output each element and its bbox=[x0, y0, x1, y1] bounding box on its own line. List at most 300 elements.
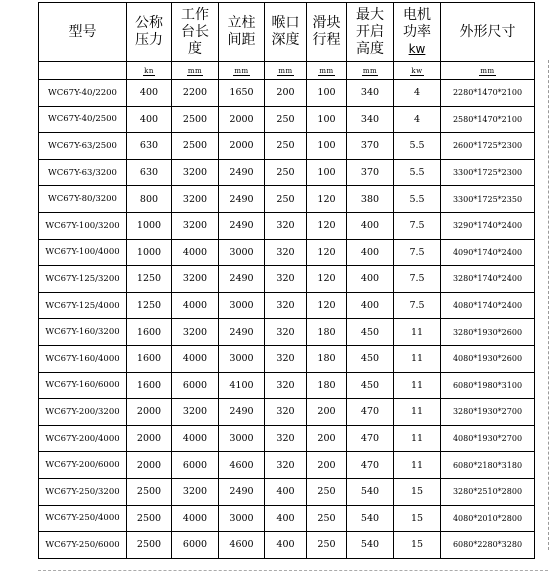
header-max-open-height bbox=[347, 3, 394, 62]
cell-text: 200 bbox=[317, 433, 336, 445]
cell-text: 400 bbox=[276, 512, 295, 524]
cell-text: 11 bbox=[410, 406, 424, 418]
cell-text: 100 bbox=[317, 87, 336, 99]
header-motor-power bbox=[394, 3, 441, 62]
header-text: 喉口 bbox=[271, 15, 300, 31]
cell-text: 7.5 bbox=[409, 246, 425, 258]
cell-max-open-height bbox=[347, 133, 394, 160]
table-row bbox=[39, 212, 535, 239]
header-text: 间距 bbox=[227, 32, 256, 48]
table-row bbox=[39, 266, 535, 293]
cell-text: 3200 bbox=[182, 193, 208, 205]
cell-text: 120 bbox=[317, 273, 336, 285]
cell-table-length bbox=[172, 478, 219, 505]
cell-text: 450 bbox=[360, 353, 380, 365]
cell-text: 7.5 bbox=[409, 300, 425, 312]
cell-text: 120 bbox=[317, 193, 336, 205]
unit-text: mm bbox=[319, 66, 334, 75]
cell-table-length bbox=[172, 452, 219, 479]
cell-text: 340 bbox=[360, 87, 380, 99]
cell-text: 5.5 bbox=[409, 167, 425, 179]
table-row bbox=[39, 478, 535, 505]
cell-text: 2000 bbox=[136, 433, 162, 445]
header-text: 功率 bbox=[403, 23, 431, 40]
cell-text: 3000 bbox=[229, 246, 254, 258]
cell-text: 320 bbox=[276, 220, 295, 232]
cell-text: 3200 bbox=[182, 486, 208, 498]
cell-nominal-pressure bbox=[127, 239, 172, 266]
header-text: 行程 bbox=[312, 32, 341, 48]
cell-nominal-pressure bbox=[127, 186, 172, 213]
unit-text: kn bbox=[144, 66, 154, 75]
cell-text: WC67Y-200/6000 bbox=[45, 460, 120, 471]
cell-text: 3000 bbox=[229, 512, 254, 524]
cell-model bbox=[39, 80, 127, 107]
table-row bbox=[39, 452, 535, 479]
page-margin-guide bbox=[548, 60, 549, 550]
cell-table-length bbox=[172, 372, 219, 399]
cell-text: 320 bbox=[276, 433, 295, 445]
unit-model bbox=[39, 62, 127, 80]
cell-text: WC67Y-160/4000 bbox=[45, 353, 120, 364]
cell-text: 6000 bbox=[182, 379, 208, 391]
cell-text: 320 bbox=[276, 273, 295, 285]
cell-throat-depth bbox=[265, 80, 307, 107]
cell-overall-dimensions bbox=[441, 159, 535, 186]
cell-table-length bbox=[172, 159, 219, 186]
cell-text: 380 bbox=[360, 193, 380, 205]
header-throat-depth bbox=[265, 3, 307, 62]
cell-text: 3000 bbox=[229, 433, 254, 445]
cell-text: 400 bbox=[360, 273, 380, 285]
cell-slide-stroke bbox=[307, 106, 347, 133]
cell-text: 2490 bbox=[229, 193, 254, 205]
cell-text: 540 bbox=[360, 512, 380, 524]
cell-text: 1600 bbox=[136, 326, 162, 338]
cell-slide-stroke bbox=[307, 345, 347, 372]
cell-max-open-height bbox=[347, 505, 394, 532]
cell-text: 5.5 bbox=[409, 193, 425, 205]
cell-slide-stroke bbox=[307, 372, 347, 399]
cell-overall-dimensions bbox=[441, 186, 535, 213]
cell-text: 470 bbox=[360, 433, 380, 445]
cell-text: 4080*2010*2800 bbox=[452, 513, 523, 523]
cell-slide-stroke bbox=[307, 266, 347, 293]
cell-model bbox=[39, 319, 127, 346]
cell-text: 400 bbox=[276, 486, 295, 498]
cell-text: 4100 bbox=[229, 379, 254, 391]
cell-model bbox=[39, 425, 127, 452]
header-text: 型号 bbox=[68, 23, 97, 40]
cell-text: 400 bbox=[139, 87, 159, 99]
cell-motor-power bbox=[394, 80, 441, 107]
unit-text: mm bbox=[234, 66, 249, 75]
cell-text: 4600 bbox=[229, 459, 254, 471]
cell-text: 370 bbox=[360, 140, 380, 152]
cell-nominal-pressure bbox=[127, 106, 172, 133]
cell-table-length bbox=[172, 292, 219, 319]
cell-table-length bbox=[172, 425, 219, 452]
cell-text: WC67Y-125/4000 bbox=[45, 300, 120, 311]
cell-text: 3200 bbox=[182, 273, 208, 285]
cell-column-distance bbox=[219, 425, 265, 452]
cell-table-length bbox=[172, 399, 219, 426]
cell-text: WC67Y-63/3200 bbox=[48, 167, 117, 178]
cell-text: 3290*1740*2400 bbox=[452, 221, 523, 231]
cell-nominal-pressure bbox=[127, 80, 172, 107]
cell-text: 450 bbox=[360, 379, 380, 391]
cell-text: 2000 bbox=[136, 406, 162, 418]
cell-text: 2500 bbox=[182, 113, 208, 125]
unit-text: mm bbox=[362, 66, 378, 75]
cell-text: 320 bbox=[276, 459, 295, 471]
table-row bbox=[39, 80, 535, 107]
cell-text: 120 bbox=[317, 220, 336, 232]
cell-overall-dimensions bbox=[441, 478, 535, 505]
cell-text: 7.5 bbox=[409, 273, 425, 285]
cell-motor-power bbox=[394, 292, 441, 319]
cell-throat-depth bbox=[265, 372, 307, 399]
cell-text: 180 bbox=[317, 326, 336, 338]
cell-text: 800 bbox=[139, 193, 159, 205]
unit-text bbox=[82, 67, 84, 75]
cell-text: 3280*1930*2700 bbox=[452, 407, 523, 417]
cell-text: WC67Y-100/4000 bbox=[45, 247, 120, 258]
cell-text: 400 bbox=[360, 300, 380, 312]
cell-motor-power bbox=[394, 266, 441, 293]
cell-text: 1250 bbox=[136, 273, 162, 285]
cell-nominal-pressure bbox=[127, 425, 172, 452]
cell-nominal-pressure bbox=[127, 159, 172, 186]
cell-text: 470 bbox=[360, 459, 380, 471]
cell-nominal-pressure bbox=[127, 319, 172, 346]
cell-overall-dimensions bbox=[441, 532, 535, 559]
cell-max-open-height bbox=[347, 186, 394, 213]
cell-text: 2490 bbox=[229, 326, 254, 338]
cell-text: 540 bbox=[360, 486, 380, 498]
header-text: 高度 bbox=[356, 40, 384, 57]
cell-text: 4 bbox=[413, 113, 421, 125]
cell-column-distance bbox=[219, 80, 265, 107]
header-text: 外形尺寸 bbox=[459, 23, 516, 40]
cell-text: 2500 bbox=[182, 140, 208, 152]
cell-motor-power bbox=[394, 106, 441, 133]
header-text: 工作 bbox=[181, 6, 209, 23]
cell-text: 250 bbox=[317, 539, 336, 551]
cell-nominal-pressure bbox=[127, 399, 172, 426]
cell-text: 320 bbox=[276, 406, 295, 418]
cell-slide-stroke bbox=[307, 399, 347, 426]
cell-text: 2000 bbox=[136, 459, 162, 471]
cell-slide-stroke bbox=[307, 319, 347, 346]
table-row bbox=[39, 399, 535, 426]
cell-max-open-height bbox=[347, 345, 394, 372]
cell-text: 1650 bbox=[229, 87, 254, 99]
header-column-distance bbox=[219, 3, 265, 62]
table-row bbox=[39, 239, 535, 266]
cell-model bbox=[39, 345, 127, 372]
cell-model bbox=[39, 266, 127, 293]
cell-text: 15 bbox=[410, 539, 424, 551]
cell-text: 320 bbox=[276, 326, 295, 338]
cell-nominal-pressure bbox=[127, 133, 172, 160]
cell-motor-power bbox=[394, 452, 441, 479]
cell-text: 400 bbox=[139, 113, 159, 125]
cell-text: 11 bbox=[410, 326, 424, 338]
header-nominal-pressure bbox=[127, 3, 172, 62]
cell-throat-depth bbox=[265, 159, 307, 186]
cell-text: WC67Y-100/3200 bbox=[45, 220, 120, 231]
cell-model bbox=[39, 186, 127, 213]
cell-text: 4 bbox=[413, 87, 421, 99]
cell-text: 4080*1930*2600 bbox=[452, 354, 523, 364]
cell-throat-depth bbox=[265, 186, 307, 213]
cell-motor-power bbox=[394, 159, 441, 186]
cell-text: 11 bbox=[410, 353, 424, 365]
cell-text: 450 bbox=[360, 326, 380, 338]
cell-motor-power bbox=[394, 212, 441, 239]
cell-overall-dimensions bbox=[441, 505, 535, 532]
cell-throat-depth bbox=[265, 452, 307, 479]
press-brake-spec-table bbox=[38, 2, 535, 559]
cell-text: 320 bbox=[276, 300, 295, 312]
cell-overall-dimensions bbox=[441, 319, 535, 346]
cell-motor-power bbox=[394, 239, 441, 266]
cell-column-distance bbox=[219, 266, 265, 293]
cell-throat-depth bbox=[265, 106, 307, 133]
cell-nominal-pressure bbox=[127, 372, 172, 399]
cell-table-length bbox=[172, 532, 219, 559]
cell-text: 250 bbox=[276, 167, 295, 179]
header-text: 电机 bbox=[403, 6, 431, 23]
cell-slide-stroke bbox=[307, 239, 347, 266]
cell-model bbox=[39, 212, 127, 239]
cell-text: 2490 bbox=[229, 273, 254, 285]
cell-max-open-height bbox=[347, 478, 394, 505]
header-table-length bbox=[172, 3, 219, 62]
cell-motor-power bbox=[394, 478, 441, 505]
header-text: 最大 bbox=[356, 6, 384, 23]
cell-text: 250 bbox=[317, 512, 336, 524]
cell-table-length bbox=[172, 186, 219, 213]
cell-text: 180 bbox=[317, 353, 336, 365]
cell-max-open-height bbox=[347, 266, 394, 293]
cell-text: 320 bbox=[276, 246, 295, 258]
cell-slide-stroke bbox=[307, 159, 347, 186]
cell-text: 1250 bbox=[136, 300, 162, 312]
cell-throat-depth bbox=[265, 399, 307, 426]
cell-model bbox=[39, 505, 127, 532]
cell-text: 4000 bbox=[182, 433, 208, 445]
cell-text: 2000 bbox=[229, 113, 254, 125]
cell-column-distance bbox=[219, 186, 265, 213]
cell-model bbox=[39, 478, 127, 505]
header-text: 立柱 bbox=[227, 15, 256, 31]
cell-model bbox=[39, 452, 127, 479]
cell-text: 2490 bbox=[229, 220, 254, 232]
cell-text: 4080*1740*2400 bbox=[452, 301, 523, 311]
cell-text: 2280*1470*2100 bbox=[452, 88, 523, 98]
cell-motor-power bbox=[394, 133, 441, 160]
cell-text: 120 bbox=[317, 300, 336, 312]
unit-row bbox=[39, 62, 535, 80]
cell-text: 470 bbox=[360, 406, 380, 418]
cell-text: 2000 bbox=[229, 140, 254, 152]
cell-overall-dimensions bbox=[441, 239, 535, 266]
cell-text: WC67Y-80/3200 bbox=[48, 194, 117, 205]
cell-model bbox=[39, 106, 127, 133]
cell-motor-power bbox=[394, 372, 441, 399]
cell-text: 3300*1725*2350 bbox=[452, 194, 523, 204]
cell-text: 180 bbox=[317, 379, 336, 391]
unit-motor-power bbox=[394, 62, 441, 80]
cell-text: 250 bbox=[276, 140, 295, 152]
unit-text: mm bbox=[480, 66, 495, 75]
cell-max-open-height bbox=[347, 159, 394, 186]
cell-text: WC67Y-200/4000 bbox=[45, 433, 120, 444]
cell-text: 4080*1930*2700 bbox=[452, 434, 523, 444]
cell-column-distance bbox=[219, 372, 265, 399]
cell-model bbox=[39, 292, 127, 319]
header-text: 滑块 bbox=[312, 15, 341, 31]
cell-text: 2490 bbox=[229, 486, 254, 498]
cell-column-distance bbox=[219, 452, 265, 479]
cell-text: 4090*1740*2400 bbox=[452, 247, 523, 257]
cell-max-open-height bbox=[347, 106, 394, 133]
cell-text: 3300*1725*2300 bbox=[452, 168, 523, 178]
cell-text: 320 bbox=[276, 353, 295, 365]
unit-text: mm bbox=[278, 66, 293, 75]
cell-text: 11 bbox=[410, 379, 424, 391]
cell-slide-stroke bbox=[307, 505, 347, 532]
header-overall-dimensions bbox=[441, 3, 535, 62]
cell-column-distance bbox=[219, 478, 265, 505]
cell-column-distance bbox=[219, 532, 265, 559]
cell-motor-power bbox=[394, 532, 441, 559]
cell-overall-dimensions bbox=[441, 106, 535, 133]
table-row bbox=[39, 186, 535, 213]
cell-text: 320 bbox=[276, 379, 295, 391]
cell-throat-depth bbox=[265, 212, 307, 239]
cell-overall-dimensions bbox=[441, 266, 535, 293]
cell-column-distance bbox=[219, 292, 265, 319]
cell-text: 15 bbox=[410, 486, 424, 498]
cell-slide-stroke bbox=[307, 292, 347, 319]
cell-text: 3200 bbox=[182, 220, 208, 232]
cell-max-open-height bbox=[347, 452, 394, 479]
header-row bbox=[39, 3, 535, 62]
table-row bbox=[39, 133, 535, 160]
cell-text: WC67Y-200/3200 bbox=[45, 406, 120, 417]
unit-nominal-pressure bbox=[127, 62, 172, 80]
cell-motor-power bbox=[394, 505, 441, 532]
table-row bbox=[39, 345, 535, 372]
cell-text: 3280*1930*2600 bbox=[452, 327, 523, 337]
table-row bbox=[39, 292, 535, 319]
cell-max-open-height bbox=[347, 372, 394, 399]
header-text: 台长 bbox=[181, 23, 209, 40]
cell-text: 4000 bbox=[182, 512, 208, 524]
cell-column-distance bbox=[219, 505, 265, 532]
cell-text: 340 bbox=[360, 113, 380, 125]
cell-table-length bbox=[172, 212, 219, 239]
cell-text: 400 bbox=[276, 539, 295, 551]
cell-max-open-height bbox=[347, 532, 394, 559]
cell-text: 3000 bbox=[229, 353, 254, 365]
cell-text: 11 bbox=[410, 459, 424, 471]
unit-text: mm bbox=[187, 66, 203, 75]
cell-overall-dimensions bbox=[441, 372, 535, 399]
cell-text: 630 bbox=[139, 140, 159, 152]
cell-slide-stroke bbox=[307, 212, 347, 239]
cell-slide-stroke bbox=[307, 80, 347, 107]
cell-throat-depth bbox=[265, 239, 307, 266]
cell-column-distance bbox=[219, 319, 265, 346]
unit-throat-depth bbox=[265, 62, 307, 80]
cell-throat-depth bbox=[265, 505, 307, 532]
cell-model bbox=[39, 133, 127, 160]
cell-text: WC67Y-250/4000 bbox=[45, 513, 120, 524]
cell-overall-dimensions bbox=[441, 452, 535, 479]
cell-nominal-pressure bbox=[127, 212, 172, 239]
cell-text: 1000 bbox=[136, 220, 162, 232]
cell-text: 4000 bbox=[182, 246, 208, 258]
unit-table-length bbox=[172, 62, 219, 80]
cell-text: 200 bbox=[317, 406, 336, 418]
header-slide-stroke bbox=[307, 3, 347, 62]
cell-text: 200 bbox=[276, 87, 295, 99]
cell-text: WC67Y-250/3200 bbox=[45, 486, 120, 497]
cell-text: 6000 bbox=[182, 459, 208, 471]
cell-text: 100 bbox=[317, 167, 336, 179]
unit-text: kw bbox=[411, 66, 423, 75]
cell-model bbox=[39, 399, 127, 426]
header-text: 开启 bbox=[356, 23, 384, 40]
cell-text: 2500 bbox=[136, 486, 162, 498]
cell-motor-power bbox=[394, 425, 441, 452]
cell-text: 3200 bbox=[182, 326, 208, 338]
cell-text: 5.5 bbox=[409, 140, 425, 152]
cell-text: WC67Y-40/2200 bbox=[48, 87, 117, 98]
cell-throat-depth bbox=[265, 319, 307, 346]
cell-text: 630 bbox=[139, 167, 159, 179]
cell-slide-stroke bbox=[307, 186, 347, 213]
cell-throat-depth bbox=[265, 425, 307, 452]
cell-slide-stroke bbox=[307, 452, 347, 479]
cell-text: 11 bbox=[410, 433, 424, 445]
cell-table-length bbox=[172, 133, 219, 160]
cell-max-open-height bbox=[347, 212, 394, 239]
cell-text: 2600*1725*2300 bbox=[452, 141, 523, 151]
cell-text: WC67Y-160/6000 bbox=[45, 380, 120, 391]
cell-text: 2580*1470*2100 bbox=[452, 114, 523, 124]
cell-slide-stroke bbox=[307, 478, 347, 505]
table-row bbox=[39, 106, 535, 133]
cell-overall-dimensions bbox=[441, 80, 535, 107]
cell-text: 4000 bbox=[182, 300, 208, 312]
cell-text: 6080*2180*3180 bbox=[452, 460, 523, 470]
unit-max-open-height bbox=[347, 62, 394, 80]
cell-column-distance bbox=[219, 345, 265, 372]
table-row bbox=[39, 425, 535, 452]
table-row bbox=[39, 159, 535, 186]
cell-slide-stroke bbox=[307, 133, 347, 160]
cell-nominal-pressure bbox=[127, 505, 172, 532]
cell-table-length bbox=[172, 80, 219, 107]
cell-nominal-pressure bbox=[127, 452, 172, 479]
cell-text: 3000 bbox=[229, 300, 254, 312]
cell-text: 250 bbox=[317, 486, 336, 498]
